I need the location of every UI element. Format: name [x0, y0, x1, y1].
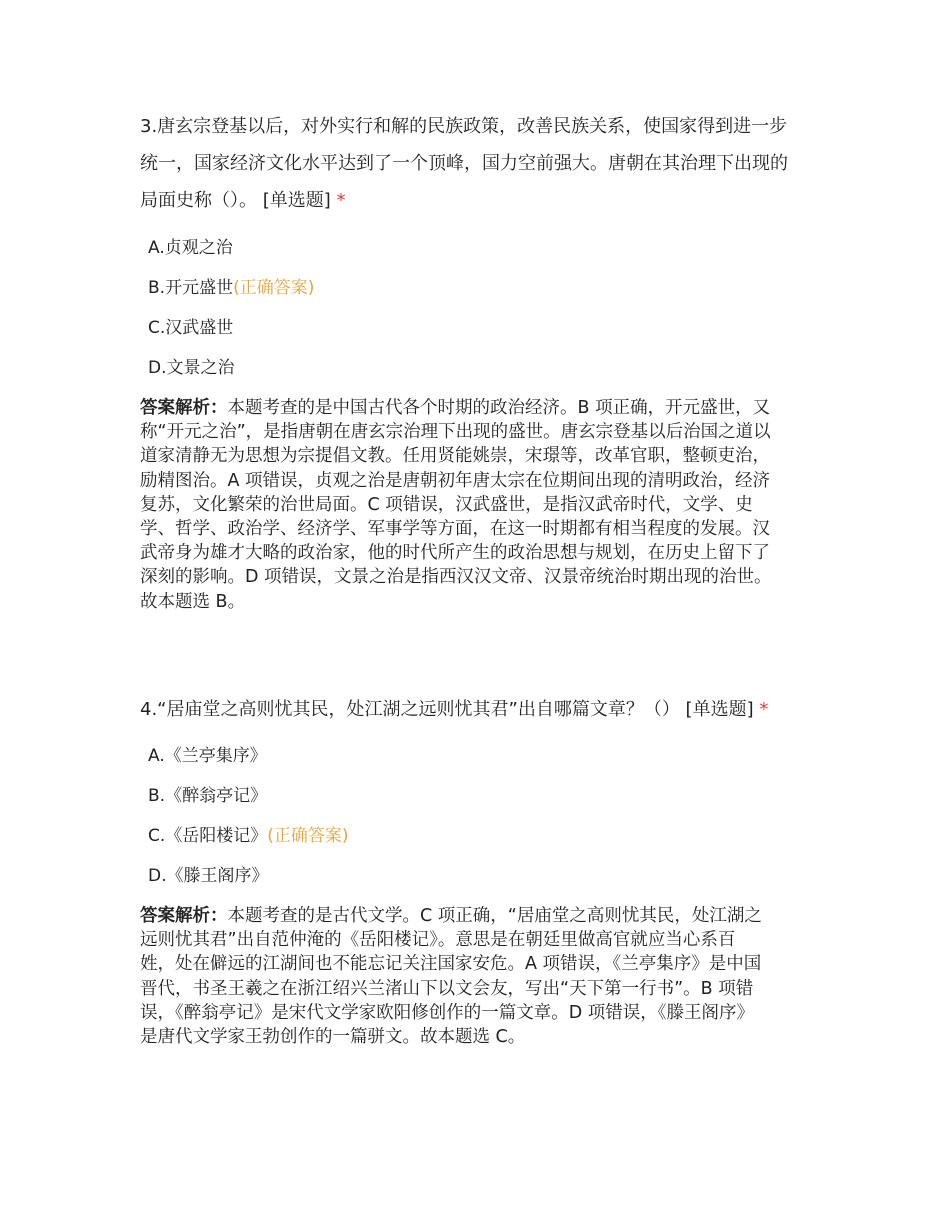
- option-b: [148, 268, 314, 308]
- option-text: B.开元盛世: [148, 278, 234, 298]
- explanation-label: 答案解析：: [140, 398, 228, 418]
- question-line: [140, 182, 820, 219]
- option-text: A.《兰亭集序》: [148, 746, 267, 766]
- option-a: [148, 228, 314, 268]
- question-line-text: 局面史称（）。 [单选题]: [140, 190, 331, 211]
- option-text: B.《醉翁亭记》: [148, 786, 268, 806]
- question-3-text: [140, 108, 820, 219]
- option-text: D.《滕王阁序》: [148, 866, 269, 886]
- explanation-line: 武帝身为雄才大略的政治家，他的时代所产生的政治思想与规划，在历史上留下了: [140, 543, 770, 564]
- explanation-line: 晋代，书圣王羲之在浙江绍兴兰渚山下以文会友，写出“天下第一行书”。B 项错: [140, 978, 754, 999]
- option-text: C.汉武盛世: [148, 318, 234, 338]
- correct-answer-tag: (正确答案): [267, 826, 349, 846]
- explanation-line: 误，《醉翁亭记》是宋代文学家欧阳修创作的一篇文章。D 项错误，《滕王阁序》: [140, 1002, 755, 1023]
- question-line: [140, 691, 820, 728]
- question-3-options: [148, 228, 314, 388]
- option-text: C.《岳阳楼记》: [148, 826, 268, 846]
- required-marker: *: [336, 190, 346, 211]
- question-4-text: [140, 691, 820, 728]
- required-marker: *: [759, 699, 769, 720]
- option-a: [148, 736, 349, 776]
- explanation-line: 是唐代文学家王勃创作的一篇骈文。故本题选 C。: [140, 1026, 526, 1047]
- explanation-line: 本题考查的是古代文学。C 项正确，“居庙堂之高则忧其民，处江湖之: [227, 906, 762, 926]
- explanation-line: 励精图治。A 项错误，贞观之治是唐朝初年唐太宗在位期间出现的清明政治，经济: [140, 470, 771, 491]
- option-text: A.贞观之治: [148, 238, 233, 258]
- explanation-line: 深刻的影响。D 项错误，文景之治是指西汉汉文帝、汉景帝统治时期出现的治世。: [140, 567, 772, 588]
- question-line: 统一，国家经济文化水平达到了一个顶峰，国力空前强大。唐朝在其治理下出现的: [140, 153, 788, 174]
- question-line: 3.唐玄宗登基以后，对外实行和解的民族政策，改善民族关系，使国家得到进一步: [140, 116, 788, 137]
- explanation-line: 复苏，文化繁荣的治世局面。C 项错误，汉武盛世，是指汉武帝时代，文学、史: [140, 494, 753, 515]
- explanation-line: 故本题选 B。: [140, 591, 246, 612]
- correct-answer-tag: (正确答案): [233, 278, 315, 298]
- question-4-explanation: [140, 904, 820, 1049]
- option-text: D.文景之治: [148, 358, 235, 378]
- explanation-line: 道家清静无为思想为宗提倡文教。任用贤能姚崇，宋璟等，改革官职，整顿吏治，: [140, 446, 770, 467]
- explanation-line: 姓，处在僻远的江湖间也不能忘记关注国家安危。A 项错误，《兰亭集序》是中国: [140, 954, 762, 975]
- question-3-explanation: [140, 396, 820, 614]
- question-line-text: 4.“居庙堂之高则忧其民，处江湖之远则忧其君”出自哪篇文章？（） [单选题]: [140, 699, 754, 720]
- option-c: [148, 308, 314, 348]
- option-d: [148, 348, 314, 388]
- explanation-line: 学、哲学、政治学、经济学、军事学等方面，在这一时期都有相当程度的发展。汉: [140, 518, 770, 539]
- explanation-line: 本题考查的是中国古代各个时期的政治经济。B 项正确，开元盛世，又: [227, 398, 771, 418]
- explanation-line: 称“开元之治”，是指唐朝在唐玄宗治理下出现的盛世。唐玄宗登基以后治国之道以: [140, 422, 771, 443]
- explanation-line: 远则忧其君”出自范仲淹的《岳阳楼记》。意思是在朝廷里做高官就应当心系百: [140, 930, 736, 951]
- option-d: [148, 856, 349, 896]
- option-b: [148, 776, 349, 816]
- question-4-options: [148, 736, 349, 896]
- explanation-label: 答案解析：: [140, 906, 228, 926]
- option-c: [148, 816, 349, 856]
